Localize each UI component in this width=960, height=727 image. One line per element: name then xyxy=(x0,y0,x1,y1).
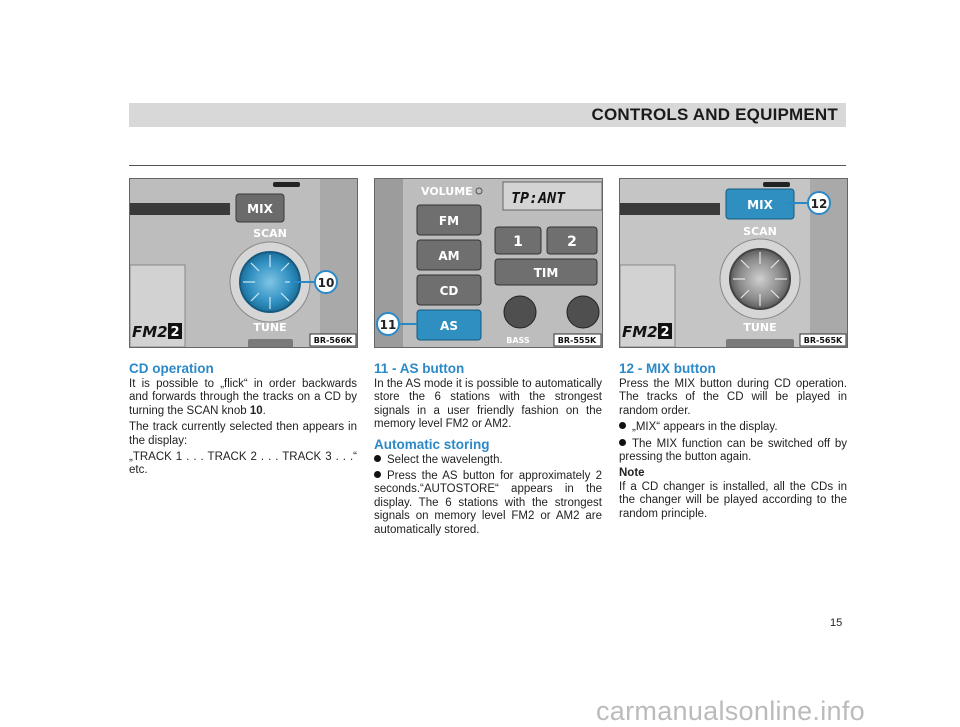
watermark: carmanualsonline.info xyxy=(596,696,865,726)
am-button-label: AM xyxy=(438,249,460,263)
fm2-display-number: 2 xyxy=(170,325,180,340)
heading-cd-operation: CD operation xyxy=(129,361,214,376)
section-header-bar xyxy=(129,103,846,127)
tim-label: TIM xyxy=(533,266,559,280)
header-rule xyxy=(129,165,846,166)
fm2-display: FM2 xyxy=(622,323,658,341)
mix-button-label: MIX xyxy=(247,202,273,216)
bullet-mix-off xyxy=(619,438,847,465)
bullet-mix-display-text: „MIX“ appears in the display. xyxy=(632,421,778,434)
column-as-button xyxy=(374,361,602,540)
scan-label: SCAN xyxy=(253,227,287,240)
figure-code: BR-555K xyxy=(557,336,597,345)
tune-label: TUNE xyxy=(253,321,287,334)
paragraph-track-display: The track currently selected then appears in the display: xyxy=(129,421,357,447)
cd-button-label: CD xyxy=(439,284,459,298)
bullet-icon xyxy=(374,455,381,462)
fm2-display: FM2 xyxy=(132,323,168,341)
column-mix-button xyxy=(619,361,847,524)
as-button-label: AS xyxy=(440,319,458,333)
figure-code: BR-565K xyxy=(803,336,843,345)
bullet-mix-display xyxy=(619,421,847,434)
bullet-press-as-text: Press the AS button for approximately 2 seconds.“AUTOSTORE“ appears in the display. The 6 stations with the strongest signals on memory level FM2 or AM2 are automatically stored. xyxy=(374,470,602,536)
fm-button-label: FM xyxy=(438,214,460,228)
volume-label: VOLUME xyxy=(421,185,473,198)
paragraph-flick xyxy=(129,378,357,418)
scan-label: SCAN xyxy=(743,225,777,238)
bullet-mix-off-text: The MIX function can be switched off by pressing the button again. xyxy=(619,437,847,464)
mix-button-label: MIX xyxy=(747,198,773,212)
callout-10-number: 10 xyxy=(317,276,335,290)
paragraph-flick-end: . xyxy=(262,404,266,417)
note-text: If a CD changer is installed, all the CDs in the changer will be played according to the random principle. xyxy=(619,480,847,520)
note-label: Note xyxy=(619,467,645,480)
paragraph-mix: Press the MIX button during CD operation. The tracks of the CD will be played in random order. xyxy=(619,378,847,417)
preset-1-label: 1 xyxy=(513,234,523,250)
paragraph-as-mode: In the AS mode it is possible to automatically store the 6 stations with the strongest signals in a user friendly fashion on the memory level FM2 or AM2. xyxy=(374,378,602,431)
column-cd-operation xyxy=(129,361,357,481)
fm2-display-number: 2 xyxy=(660,325,670,340)
figure-code: BR-566K xyxy=(313,336,353,345)
page-number: 15 xyxy=(830,617,843,629)
callout-12-number: 12 xyxy=(810,197,828,211)
heading-mix-button: 12 - MIX button xyxy=(619,361,716,376)
figure-cd-scan-knob xyxy=(129,178,358,348)
bullet-icon xyxy=(619,422,626,429)
preset-2-label: 2 xyxy=(567,234,577,250)
bullet-select-wavelength-text: Select the wavelength. xyxy=(387,453,503,466)
callout-11-number: 11 xyxy=(379,318,397,332)
paragraph-flick-ref: 10 xyxy=(249,404,263,417)
paragraph-track-list: „TRACK 1 . . . TRACK 2 . . . TRACK 3 . . .“ etc. xyxy=(129,451,357,477)
tune-label: TUNE xyxy=(743,321,777,334)
bullet-select-wavelength xyxy=(374,454,602,467)
figure-mix-button xyxy=(619,178,848,348)
bullet-icon xyxy=(619,439,626,446)
tp-ant-display: TP:ANT xyxy=(511,189,566,207)
section-title: CONTROLS AND EQUIPMENT xyxy=(591,105,838,124)
heading-automatic-storing: Automatic storing xyxy=(374,436,490,452)
bass-label: BASS xyxy=(506,336,530,345)
heading-as-button: 11 - AS button xyxy=(374,361,465,376)
bullet-icon xyxy=(374,471,381,478)
figure-as-button xyxy=(374,178,603,348)
bullet-press-as xyxy=(374,470,602,537)
paragraph-flick-text: It is possible to „flick“ in order backwards and forwards through the tracks on a CD by turning the SCAN knob xyxy=(129,378,357,417)
